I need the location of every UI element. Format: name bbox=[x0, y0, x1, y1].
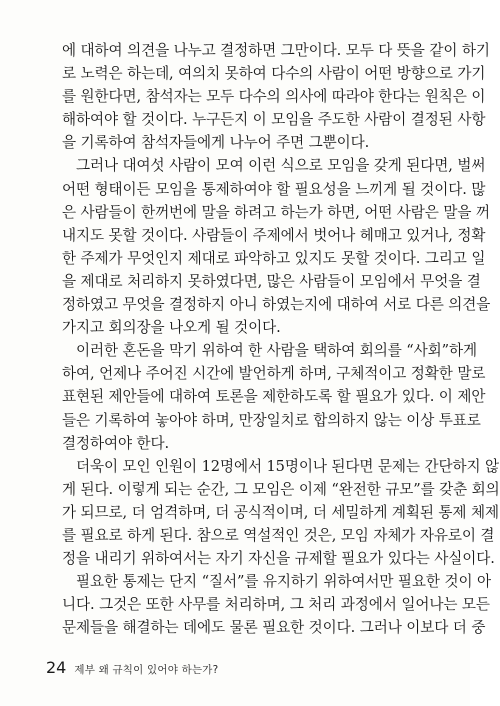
text-line: 어떤 형태이든 모임을 통제하여야 할 필요성을 느끼게 될 것이다. 많 bbox=[62, 180, 486, 198]
text-line: 결정하여야 한다. bbox=[62, 434, 170, 452]
page-number: 24 bbox=[46, 658, 67, 677]
text-line: 해하여야 할 것이다. 누구든지 이 모임을 주도한 사람이 결정된 사항 bbox=[62, 111, 486, 129]
running-title: 제부 왜 규칙이 있어야 하는가? bbox=[74, 664, 219, 676]
body-text bbox=[62, 39, 500, 639]
text-line: 문제들을 해결하는 데에도 물론 필요한 것이다. 그러나 이보다 더 중 bbox=[62, 619, 486, 637]
text-line: 정하였고 무엇을 결정하지 아니 하였는지에 대하여 서로 다른 의견을 bbox=[62, 296, 491, 314]
text-line: 내지도 못할 것이다. 사람들이 주제에서 벗어나 헤매고 있거나, 정확 bbox=[62, 226, 486, 244]
text-line: 가 되므로, 더 엄격하며, 더 공식적이며, 더 세밀하게 계획된 통제 체제 bbox=[62, 503, 499, 521]
text-line: 한 주제가 무엇인지 제대로 파악하고 있지도 못할 것이다. 그리고 일 bbox=[62, 249, 486, 267]
paragraph-start-line: 필요한 통제는 단지 “질서”를 유지하기 위하여서만 필요한 것이 아 bbox=[76, 573, 491, 591]
page-footer bbox=[46, 658, 426, 684]
paragraph-start-line: 이러한 혼돈을 막기 위하여 한 사람을 택하여 회의를 “사회”하게 bbox=[76, 342, 477, 360]
text-line: 표현된 제안들에 대하여 토론을 제한하도록 할 필요가 있다. 이 제안 bbox=[62, 388, 486, 406]
text-line: 하여, 언제나 주어진 시간에 발언하게 하며, 구체적이고 정확한 말로 bbox=[62, 365, 486, 383]
paragraph-start-line: 더욱이 모인 인원이 12명에서 15명이나 된다면 문제는 간단하지 않 bbox=[76, 457, 499, 475]
paragraph-start-line: 그러나 대여섯 사람이 모여 이런 식으로 모임을 갖게 된다면, 벌써 bbox=[76, 157, 486, 175]
text-line: 정을 내리기 위하여서는 자기 자신을 규제할 필요가 있다는 사실이다. bbox=[62, 550, 495, 568]
text-line: 들은 기록하여 놓아야 하며, 만장일치로 합의하지 않는 이상 투표로 bbox=[62, 411, 481, 429]
text-line: 은 사람들이 한꺼번에 말을 하려고 하는가 하면, 어떤 사람은 말을 꺼 bbox=[62, 203, 490, 221]
text-line: 니다. 그것은 또한 사무를 처리하며, 그 처리 과정에서 일어나는 모든 bbox=[62, 596, 490, 614]
text-line: 가지고 회의장을 나오게 될 것이다. bbox=[62, 319, 281, 337]
text-line: 를 원한다면, 참석자는 모두 다수의 의사에 따라야 한다는 원칙은 이 bbox=[62, 88, 486, 106]
text-line: 에 대하여 의견을 나누고 결정하면 그만이다. 모두 다 뜻을 같이 하기 bbox=[62, 42, 490, 59]
text-line: 을 제대로 처리하지 못하였다면, 많은 사람들이 모임에서 무엇을 결 bbox=[62, 272, 481, 290]
text-line: 을 기록하여 참석자들에게 나누어 주면 그뿐이다. bbox=[62, 134, 370, 152]
text-line: 로 노력은 하는데, 여의치 못하여 다수의 사람이 어떤 방향으로 가기 bbox=[62, 65, 486, 83]
text-line: 를 필요로 하게 된다. 참으로 역설적인 것은, 모임 자체가 자유로이 결 bbox=[62, 526, 495, 544]
text-line: 게 된다. 이렇게 되는 순간, 그 모임은 이제 “완전한 규모”를 갖춘 회의 bbox=[62, 480, 500, 498]
